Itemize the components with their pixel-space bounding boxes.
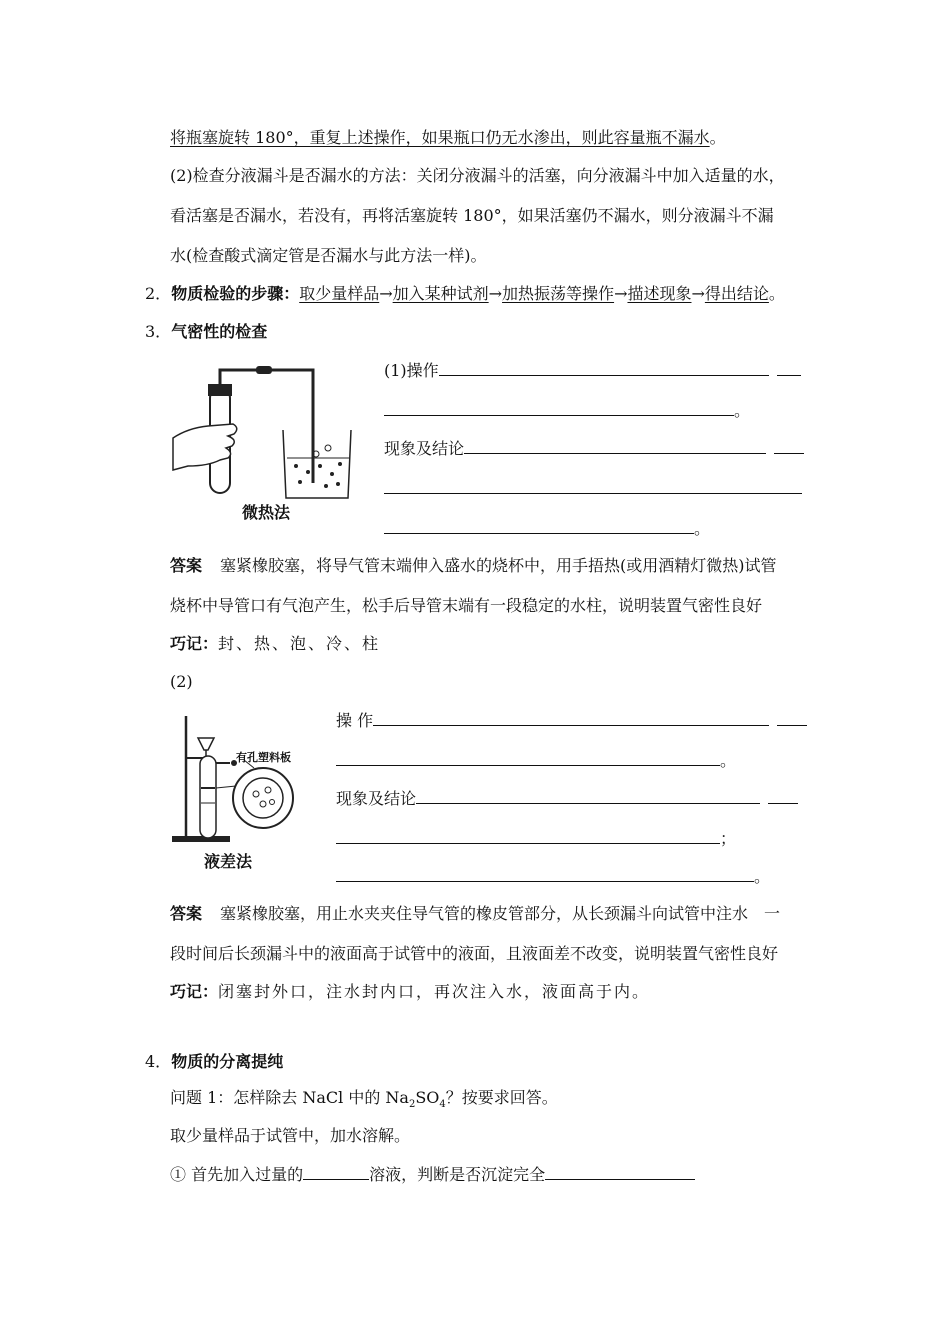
blank[interactable] bbox=[439, 360, 769, 376]
blank[interactable] bbox=[777, 710, 807, 726]
q1-operation-line-2: 。 bbox=[384, 400, 750, 421]
item-3: 3．气密性的检查 bbox=[145, 322, 268, 341]
item-2-title: 物质检验的步骤： bbox=[171, 284, 300, 303]
blank[interactable] bbox=[774, 438, 804, 454]
blank[interactable] bbox=[777, 360, 801, 376]
para-line-1: 将瓶塞旋转 180°，重复上述操作，如果瓶口仍无水渗出，则此容量瓶不漏水。 bbox=[170, 128, 726, 147]
liquid-difference-figure bbox=[168, 708, 303, 848]
q2-operation-line-2: 。 bbox=[336, 750, 736, 771]
figure-2-label: 有孔塑料板 bbox=[236, 751, 291, 764]
answer-1-line-1: 答案 塞紧橡胶塞，将导气管末端伸入盛水的烧杯中，用手捂热(或用酒精灯微热)试管 bbox=[170, 556, 777, 575]
blank[interactable] bbox=[768, 788, 798, 804]
answer-2-line-2: 段时间后长颈漏斗中的液面高于试管中的液面，且液面差不改变，说明装置气密性良好 bbox=[170, 944, 779, 963]
figure-1-caption: 微热法 bbox=[242, 503, 291, 522]
item-2: 2．物质检验的步骤：取少量样品→加入某种试剂→加热振荡等操作→描述现象→得出结论。 bbox=[145, 284, 785, 303]
tip-label: 巧记： bbox=[170, 634, 219, 653]
para-line-4: 水(检查酸式滴定管是否漏水与此方法一样)。 bbox=[170, 246, 487, 265]
arrow-icon: → bbox=[614, 284, 628, 303]
tip-label: 巧记： bbox=[170, 982, 219, 1001]
q1-phenomenon-line-3: 。 bbox=[384, 518, 710, 539]
question-1: 问题 1：怎样除去 NaCl 中的 $Na_2SO_4$？按要求回答。 bbox=[170, 1088, 558, 1111]
q2-phenomenon-line-3: 。 bbox=[336, 866, 770, 887]
answer-1-line-2: 烧杯中导管口有气泡产生，松手后导管末端有一段稳定的水柱，说明装置气密性良好 bbox=[170, 596, 763, 615]
blank[interactable] bbox=[384, 478, 802, 494]
q2-phenomenon-line: 现象及结论 bbox=[336, 788, 798, 809]
arrow-icon: → bbox=[379, 284, 393, 303]
arrow-icon: → bbox=[488, 284, 503, 303]
q2-phenomenon-line-2: ； bbox=[336, 828, 736, 849]
blank[interactable] bbox=[384, 400, 734, 416]
answer-label: 答案 bbox=[170, 904, 203, 923]
answer-label: 答案 bbox=[170, 556, 203, 575]
blank[interactable] bbox=[384, 518, 694, 534]
q1-phenomenon-line-2 bbox=[384, 478, 802, 499]
step-1: ① 首先加入过量的 溶液，判断是否沉淀完全 bbox=[170, 1164, 695, 1185]
arrow-icon: → bbox=[691, 284, 705, 303]
underlined-answer: 将瓶塞旋转 180°，重复上述操作，如果瓶口仍无水渗出，则此容量瓶不漏水 bbox=[170, 128, 710, 147]
blank[interactable] bbox=[336, 750, 720, 766]
q2-operation-line: 操 作 bbox=[336, 710, 807, 731]
para-line-3: 看活塞是否漏水，若没有，再将活塞旋转 180°，如果活塞仍不漏水，则分液漏斗不漏 bbox=[170, 206, 774, 225]
para-line-2: (2)检查分液漏斗是否漏水的方法：关闭分液漏斗的活塞，向分液漏斗中加入适量的水， bbox=[170, 166, 785, 185]
answer-2-line-1: 答案 塞紧橡胶塞，用止水夹夹住导气管的橡皮管部分，从长颈漏斗向试管中注水 一 bbox=[170, 904, 781, 923]
figure-2-caption: 液差法 bbox=[204, 852, 253, 871]
tip-1: 巧记：封、热、泡、冷、柱 bbox=[170, 634, 381, 653]
blank[interactable] bbox=[416, 788, 760, 804]
blank[interactable] bbox=[373, 710, 769, 726]
item-4: 4．物质的分离提纯 bbox=[145, 1052, 284, 1071]
q2-number: (2) bbox=[170, 672, 193, 691]
blank[interactable] bbox=[545, 1164, 695, 1180]
q1-phenomenon-line: 现象及结论 bbox=[384, 438, 804, 459]
blank[interactable] bbox=[336, 828, 720, 844]
step-text: 取少量样品于试管中，加水溶解。 bbox=[170, 1126, 411, 1145]
q1-operation-line: (1)操作 bbox=[384, 360, 801, 381]
blank[interactable] bbox=[303, 1164, 369, 1180]
blank[interactable] bbox=[336, 866, 754, 882]
item-3-title: 气密性的检查 bbox=[171, 322, 268, 341]
item-4-title: 物质的分离提纯 bbox=[171, 1052, 284, 1071]
tip-2: 巧记：闭塞封外口，注水封内口，再次注入水，液面高于内。 bbox=[170, 982, 651, 1001]
blank[interactable] bbox=[464, 438, 766, 454]
